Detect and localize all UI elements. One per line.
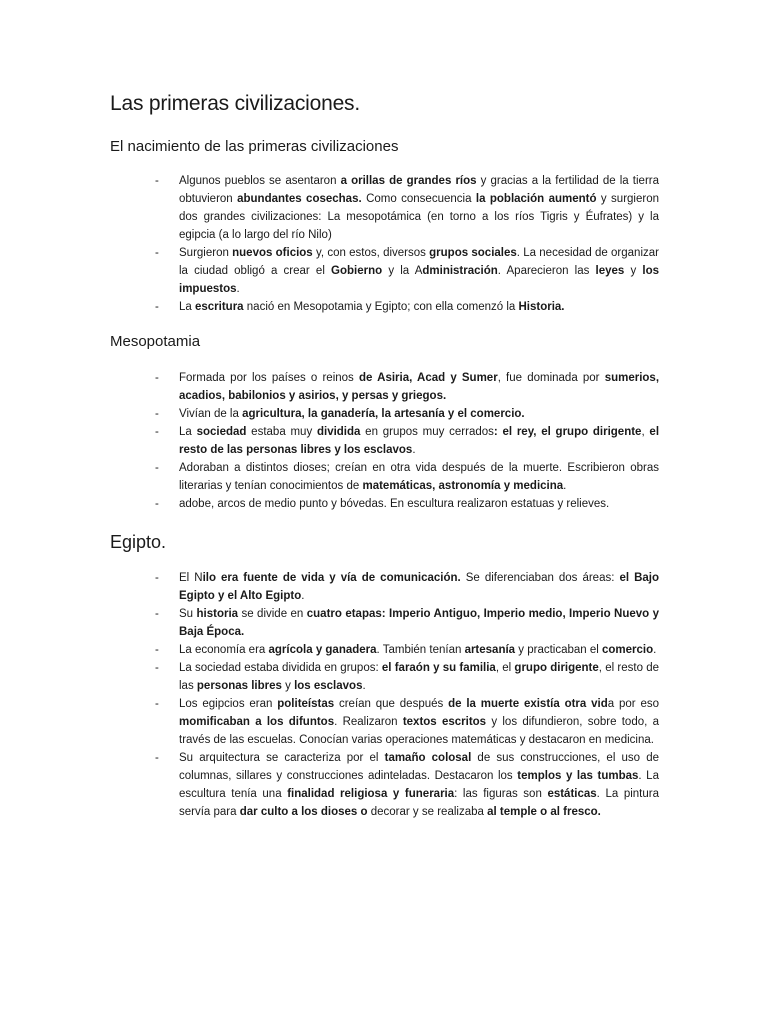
bullet-dash: - xyxy=(155,662,159,674)
section-heading-nacimiento: El nacimiento de las primeras civilizaciones xyxy=(110,138,399,155)
bold-text: sociedad xyxy=(196,426,247,438)
bold-text: escritura xyxy=(195,301,244,313)
text-run: . También tenían xyxy=(376,644,465,656)
list-item xyxy=(155,423,660,459)
bold-text: Historia. xyxy=(518,301,565,313)
bullet-dash: - xyxy=(155,644,159,656)
text-run: , el resto de las xyxy=(179,662,659,692)
bold-text: dar culto a los dioses o xyxy=(239,806,368,818)
bold-text: dministración xyxy=(422,265,498,277)
bullet-dash: - xyxy=(155,372,159,384)
bold-text: a orillas de grandes ríos xyxy=(340,175,477,187)
bold-text: matemáticas, astronomía y medicina xyxy=(362,480,564,492)
bold-text: personas libres xyxy=(196,680,282,692)
bold-text: al temple o al fresco. xyxy=(487,806,601,818)
bold-text: agrícola y ganadera xyxy=(268,644,377,656)
section-list-nacimiento xyxy=(0,172,768,316)
bold-text: finalidad religiosa y funeraria xyxy=(287,788,455,800)
section-list-mesopotamia xyxy=(0,369,768,513)
text-run: nació en Mesopotamia y Egipto; con ella comenzó la xyxy=(243,301,519,313)
text-run: en grupos muy cerrados xyxy=(360,426,494,438)
bullet-dash: - xyxy=(155,426,159,438)
text-run: . xyxy=(653,644,657,656)
text-run: . xyxy=(362,680,366,692)
text-run: de sus construcciones, el uso de columnas, sillares y construcciones adinteladas. Destacaron los xyxy=(179,752,659,782)
bullet-dash: - xyxy=(155,408,159,420)
text-run: Como consecuencia xyxy=(361,193,476,205)
text-run: La xyxy=(179,426,197,438)
bold-text: la población aumentó xyxy=(475,193,597,205)
text-run: . xyxy=(563,480,567,492)
bold-text: : el rey, el grupo dirigente xyxy=(493,426,642,438)
bold-text: grupo dirigente xyxy=(514,662,599,674)
bold-text: templos y las tumbas xyxy=(517,770,639,782)
text-run: estaba muy xyxy=(246,426,317,438)
text-run: , el xyxy=(495,662,515,674)
bold-text: historia xyxy=(196,608,239,620)
text-run: La economía era xyxy=(179,644,269,656)
text-run: se divide en xyxy=(238,608,307,620)
bullet-dash: - xyxy=(155,608,159,620)
text-run: y los difundieron, sobre todo, a través de las escuelas. Conocían varias operaciones matemáticas y destacaron en medicina. xyxy=(179,716,659,746)
text-run: Su xyxy=(179,608,197,620)
bullet-dash: - xyxy=(155,175,159,187)
list-item xyxy=(155,405,659,423)
bold-text: agricultura, la ganadería, la artesanía y el comercio. xyxy=(242,408,525,420)
text-run: y practicaban el xyxy=(515,644,603,656)
text-run: El N xyxy=(179,572,203,584)
list-item xyxy=(155,244,660,298)
text-run: . Aparecieron las xyxy=(497,265,596,277)
text-run: . Realizaron xyxy=(334,716,403,728)
text-run: La sociedad estaba dividida en grupos: xyxy=(179,662,382,674)
list-item xyxy=(155,569,659,605)
list-item xyxy=(155,459,659,495)
bold-text: leyes xyxy=(595,265,625,277)
bold-text: dividida xyxy=(316,426,361,438)
bold-text: Gobierno xyxy=(331,265,383,277)
text-run: . xyxy=(301,590,305,602)
text-run: Se diferenciaban dos áreas: xyxy=(460,572,620,584)
list-item xyxy=(155,695,659,749)
bold-text: cuatro etapas: Imperio Antiguo, Imperio medio, Imperio Nuevo y Baja Época. xyxy=(179,608,659,638)
text-run: decorar y se realizaba xyxy=(367,806,488,818)
list-item xyxy=(155,605,659,641)
text-run: : las figuras son xyxy=(454,788,548,800)
bold-text: sumerios, acadios, babilonios y asirios, y persas y griegos. xyxy=(179,372,660,402)
bold-text: artesanía xyxy=(464,644,516,656)
text-run: Algunos pueblos se asentaron xyxy=(179,175,341,187)
bullet-dash: - xyxy=(155,462,159,474)
list-item xyxy=(155,749,659,821)
section-heading-egipto: Egipto. xyxy=(110,532,167,552)
text-run: . La pintura servía para xyxy=(179,788,659,818)
list-item xyxy=(155,172,659,244)
bullet-dash: - xyxy=(155,572,159,584)
list-item xyxy=(155,659,659,695)
bold-text: de Asiria, Acad y Sumer xyxy=(358,372,498,384)
bullet-dash: - xyxy=(155,247,159,259)
text-run: . xyxy=(236,283,240,295)
bold-text: el faraón y su familia xyxy=(381,662,496,674)
list-item xyxy=(155,641,659,659)
bold-text: politeístas xyxy=(277,698,335,710)
text-run: y gracias a la fertilidad de la tierra obtuvieron xyxy=(179,175,659,205)
bold-text: el resto de las personas libres y los esclavos xyxy=(179,426,660,456)
bold-text: el Bajo Egipto y el Alto Egipto xyxy=(179,572,659,602)
bold-text: comercio xyxy=(602,644,654,656)
bold-text: abundantes cosechas. xyxy=(237,193,362,205)
bullet-dash: - xyxy=(155,698,159,710)
text-run: creían que después xyxy=(334,698,449,710)
text-run: . xyxy=(412,444,416,456)
text-run: y la A xyxy=(382,265,423,277)
page-title: Las primeras civilizaciones. xyxy=(110,92,360,115)
text-run: Los egipcios eran xyxy=(179,698,278,710)
bold-text: momificaban a los difuntos xyxy=(179,716,335,728)
bold-text: estáticas xyxy=(547,788,597,800)
section-list-egipto xyxy=(0,569,768,821)
bold-text: ilo era fuente de vida y vía de comunicación. xyxy=(202,572,461,584)
text-run: y xyxy=(624,265,643,277)
text-run: . La escultura tenía una xyxy=(179,770,659,800)
bold-text: los impuestos xyxy=(179,265,660,295)
text-run: . La necesidad de organizar la ciudad obligó a crear el xyxy=(179,247,659,277)
bold-text: nuevos oficios xyxy=(232,247,313,259)
bold-text: textos escritos xyxy=(402,716,487,728)
text-run: , xyxy=(641,426,650,438)
bullet-dash: - xyxy=(155,498,159,510)
text-run: , fue dominada por xyxy=(497,372,605,384)
text-run: adobe, arcos de medio punto y bóvedas. En escultura realizaron estatuas y relieves. xyxy=(179,498,610,510)
text-run: Surgieron xyxy=(179,247,233,259)
bullet-dash: - xyxy=(155,752,159,764)
bold-text: tamaño colosal xyxy=(384,752,472,764)
text-run: La xyxy=(179,301,195,313)
list-item xyxy=(155,495,659,513)
section-heading-mesopotamia: Mesopotamia xyxy=(110,333,201,350)
bullet-dash: - xyxy=(155,301,159,313)
text-run: Formada por los países o reinos xyxy=(179,372,359,384)
text-run: Vivían de la xyxy=(179,408,243,420)
bold-text: de la muerte existía otra vid xyxy=(448,698,608,710)
text-run: a por eso xyxy=(607,698,659,710)
list-item xyxy=(155,298,659,316)
text-run: y xyxy=(281,680,295,692)
bold-text: los esclavos xyxy=(294,680,363,692)
list-item xyxy=(155,369,660,405)
text-run: Su arquitectura se caracteriza por el xyxy=(179,752,385,764)
text-run: Adoraban a distintos dioses; creían en otra vida después de la muerte. Escribieron obras literarias y tenían conocimientos de xyxy=(179,462,659,492)
text-run: y surgieron dos grandes civilizaciones: La mesopotámica (en torno a los ríos Tigris y Éufrates) y la egipcia (a lo largo del río Nilo) xyxy=(179,193,659,241)
text-run: y, con estos, diversos xyxy=(312,247,430,259)
bold-text: grupos sociales xyxy=(429,247,517,259)
